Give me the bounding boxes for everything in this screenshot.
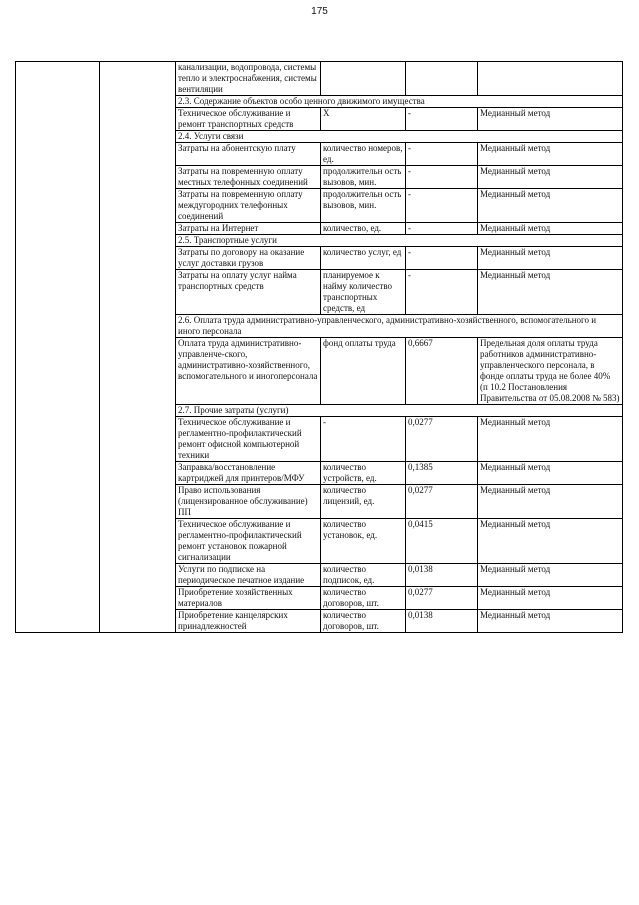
unit-cell: Х [321, 108, 406, 131]
page-number: 175 [311, 6, 328, 17]
method-cell: Медианный метод [478, 417, 623, 462]
cost-item-name: Затраты на повременную оплату местных телефонных соединений [176, 166, 321, 189]
norm-value-cell: 0,0277 [406, 587, 478, 610]
cost-item-name: Техническое обслуживание и ремонт транспортных средств [176, 108, 321, 131]
cost-item-name: Техническое обслуживание и регламентно-профилактический ремонт офисной компьютерной техники [176, 417, 321, 462]
cost-item-name: Затраты на повременную оплату междугородних телефонных соединений [176, 189, 321, 223]
cost-item-name: канализации, водопровода, системы тепло и электроснабжения, системы вентиляции [176, 62, 321, 96]
unit-cell: - [321, 417, 406, 462]
cost-item-name: Приобретение хозяйственных материалов [176, 587, 321, 610]
table-body [16, 62, 623, 633]
norm-value-cell: 0,0277 [406, 417, 478, 462]
left-empty-column [16, 62, 100, 633]
method-cell: Предельная доля оплаты труда работников административно-управленческого персонала, в фонде оплаты труда не более 40% (п 10.2 Постановления Правительства от 05.08.2008 № 583) [478, 338, 623, 405]
unit-cell: количество договоров, шт. [321, 587, 406, 610]
method-cell: Медианный метод [478, 108, 623, 131]
section-heading: 2.6. Оплата труда административно-управленческого, административно-хозяйственного, вспомогательного и иного персонала [176, 315, 623, 338]
norm-value-cell: - [406, 166, 478, 189]
unit-cell: количество подписок, ед. [321, 564, 406, 587]
method-cell: Медианный метод [478, 462, 623, 485]
cost-norms-table [15, 61, 623, 633]
unit-cell: фонд оплаты труда [321, 338, 406, 405]
cost-item-name: Приобретение канцелярских принадлежностей [176, 610, 321, 633]
method-cell: Медианный метод [478, 485, 623, 519]
unit-cell: планируемое к найму количество транспортных средств, ед [321, 270, 406, 315]
unit-cell: количество устройств, ед. [321, 462, 406, 485]
cost-item-name: Заправка/восстановление картриджей для принтеров/МФУ [176, 462, 321, 485]
method-cell: Медианный метод [478, 247, 623, 270]
method-cell: Медианный метод [478, 166, 623, 189]
method-cell: Медианный метод [478, 189, 623, 223]
method-cell: Медианный метод [478, 587, 623, 610]
norm-value-cell: - [406, 247, 478, 270]
second-empty-column [100, 62, 176, 633]
method-cell: Медианный метод [478, 519, 623, 564]
cost-item-name: Право использования (лицензированное обслуживание) ПП [176, 485, 321, 519]
unit-cell: количество услуг, ед [321, 247, 406, 270]
cost-item-name: Затраты на оплату услуг найма транспортных средств [176, 270, 321, 315]
unit-cell [321, 62, 406, 96]
norm-value-cell: - [406, 223, 478, 235]
cost-item-name: Затраты по договору на оказание услуг доставки грузов [176, 247, 321, 270]
method-cell: Медианный метод [478, 610, 623, 633]
section-heading: 2.4. Услуги связи [176, 131, 623, 143]
cost-item-name: Услуги по подписке на периодическое печатное издание [176, 564, 321, 587]
norm-value-cell: - [406, 270, 478, 315]
table-row [16, 62, 623, 96]
unit-cell: количество лицензий, ед. [321, 485, 406, 519]
unit-cell: продолжительн ость вызовов, мин. [321, 166, 406, 189]
unit-cell: количество договоров, шт. [321, 610, 406, 633]
cost-item-name: Оплата труда административно-управленче-ского, административно-хозяйственного, вспомогательного и иногоперсонала [176, 338, 321, 405]
norm-value-cell: 0,0277 [406, 485, 478, 519]
method-cell: Медианный метод [478, 270, 623, 315]
norm-value-cell: 0,0415 [406, 519, 478, 564]
norm-value-cell: 0,1385 [406, 462, 478, 485]
section-heading: 2.3. Содержание объектов особо ценного движимого имущества [176, 96, 623, 108]
norm-value-cell: 0,6667 [406, 338, 478, 405]
method-cell: Медианный метод [478, 223, 623, 235]
unit-cell: продолжительн ость вызовов, мин. [321, 189, 406, 223]
unit-cell: количество номеров, ед. [321, 143, 406, 166]
method-cell: Медианный метод [478, 564, 623, 587]
norm-value-cell: - [406, 189, 478, 223]
section-heading: 2.7. Прочие затраты (услуги) [176, 405, 623, 417]
unit-cell: количество установок, ед. [321, 519, 406, 564]
cost-item-name: Затраты на Интернет [176, 223, 321, 235]
norm-value-cell: 0,0138 [406, 610, 478, 633]
cost-item-name: Затраты на абонентскую плату [176, 143, 321, 166]
unit-cell: количество, ед. [321, 223, 406, 235]
method-cell: Медианный метод [478, 143, 623, 166]
norm-value-cell: - [406, 108, 478, 131]
norm-value-cell: - [406, 143, 478, 166]
cost-item-name: Техническое обслуживание и регламентно-профилактический ремонт установок пожарной сигнализации [176, 519, 321, 564]
section-heading: 2.5. Транспортные услуги [176, 235, 623, 247]
method-cell [478, 62, 623, 96]
norm-value-cell [406, 62, 478, 96]
norm-value-cell: 0,0138 [406, 564, 478, 587]
